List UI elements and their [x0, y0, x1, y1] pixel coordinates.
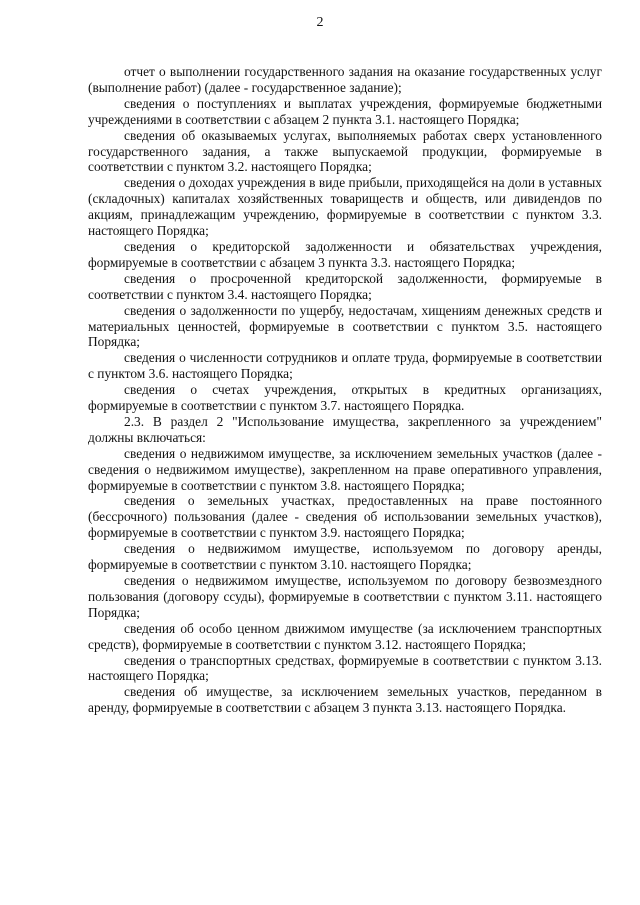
paragraph-real-estate: сведения о недвижимом имуществе, за исключением земельных участков (далее - сведения о недвижимом имуществе), закрепленном на праве оперативного управления, формируемые в соответствии с пунктом 3.8. настоящего Порядка;: [88, 445, 602, 493]
paragraph-leased-out-property: сведения об имуществе, за исключением земельных участков, переданном в аренду, формируемые в соответствии с абзацем 3 пункта 3.13. настоящего Порядка.: [88, 684, 602, 716]
paragraph-section-2-3: 2.3. В раздел 2 "Использование имущества, закрепленного за учреждением" должны включаться:: [88, 413, 602, 445]
paragraph-services-rendered: сведения об оказываемых услугах, выполняемых работах сверх установленного государственного задания, а также выпускаемой продукции, формируемые в соответствии с пунктом 3.2. настоящего Порядка;: [88, 127, 602, 175]
paragraph-accounts-payable: сведения о кредиторской задолженности и обязательствах учреждения, формируемые в соответствии с абзацем 3 пункта 3.3. настоящего Порядка;: [88, 238, 602, 270]
paragraph-land-plots: сведения о земельных участках, предоставленных на праве постоянного (бессрочного) пользования (далее - сведения об использовании земельных участков), формируемые в соответствии с пунктом 3.9. настоящего Порядка;: [88, 493, 602, 541]
paragraph-bank-accounts: сведения о счетах учреждения, открытых в кредитных организациях, формируемые в соответствии с пунктом 3.7. настоящего Порядка.: [88, 382, 602, 414]
paragraph-receipts-payments: сведения о поступлениях и выплатах учреждения, формируемые бюджетными учреждениями в соответствии с абзацем 2 пункта 3.1. настоящего Порядка;: [88, 95, 602, 127]
paragraph-staff-payroll: сведения о численности сотрудников и оплате труда, формируемые в соответствии с пунктом 3.6. настоящего Порядка;: [88, 350, 602, 382]
page-number: 2: [316, 15, 324, 30]
paragraph-valuable-movables: сведения об особо ценном движимом имуществе (за исключением транспортных средств), формируемые в соответствии с пунктом 3.12. настоящего Порядка;: [88, 620, 602, 652]
paragraph-overdue-payables: сведения о просроченной кредиторской задолженности, формируемые в соответствии с пунктом 3.4. настоящего Порядка;: [88, 270, 602, 302]
paragraph-damage-debt: сведения о задолженности по ущербу, недостачам, хищениям денежных средств и материальных ценностей, формируемые в соответствии с пунктом 3.5. настоящего Порядка;: [88, 302, 602, 350]
paragraph-free-use-real-estate: сведения о недвижимом имуществе, используемом по договору безвозмездного пользования (договору ссуды), формируемые в соответствии с пунктом 3.11. настоящего Порядка;: [88, 573, 602, 620]
paragraph-leased-real-estate: сведения о недвижимом имуществе, используемом по договору аренды, формируемые в соответствии с пунктом 3.10. настоящего Порядка;: [88, 541, 602, 573]
paragraph-vehicles: сведения о транспортных средствах, формируемые в соответствии с пунктом 3.13. настоящего Порядка;: [88, 652, 602, 684]
document-body: [88, 64, 602, 716]
paragraph-profit-income: сведения о доходах учреждения в виде прибыли, приходящейся на доли в уставных (складочных) капиталах хозяйственных товариществ и обществ, или дивидендов по акциям, принадлежащим учреждению, формируемые в соответствии с пунктом 3.3. настоящего Порядка;: [88, 175, 602, 239]
paragraph-report-state-task: отчет о выполнении государственного задания на оказание государственных услуг (выполнение работ) (далее - государственное задание);: [88, 64, 602, 95]
